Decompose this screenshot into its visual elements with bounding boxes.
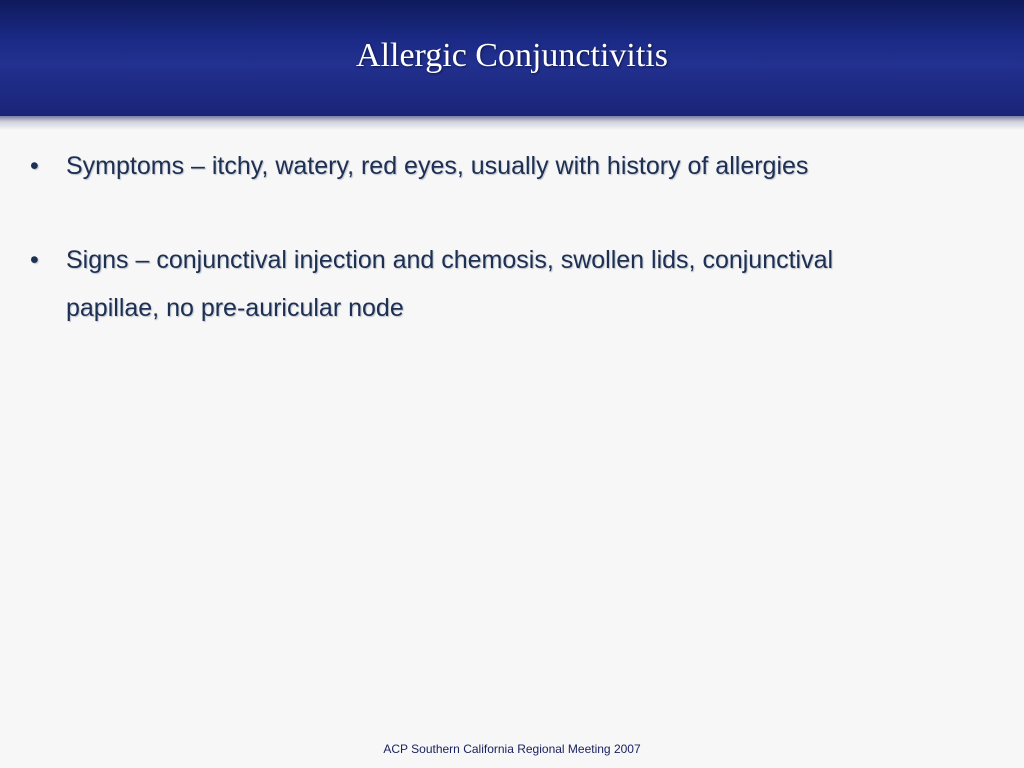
slide-title: Allergic Conjunctivitis: [356, 37, 668, 74]
bullet-item-signs: [28, 236, 928, 332]
bullet-item-symptoms: [28, 142, 928, 190]
title-band-shadow: [0, 116, 1024, 130]
bullet-text: Signs – conjunctival injection and chemosis, swollen lids, conjunctival papillae, no pre-auricular node: [66, 246, 834, 322]
bullet-text: Symptoms – itchy, watery, red eyes, usually with history of allergies: [66, 152, 809, 180]
slide-footer: ACP Southern California Regional Meeting 2007: [383, 742, 641, 756]
bullet-list: [28, 142, 928, 378]
bullet-marker: •: [30, 152, 39, 180]
bullet-marker: •: [30, 246, 39, 274]
